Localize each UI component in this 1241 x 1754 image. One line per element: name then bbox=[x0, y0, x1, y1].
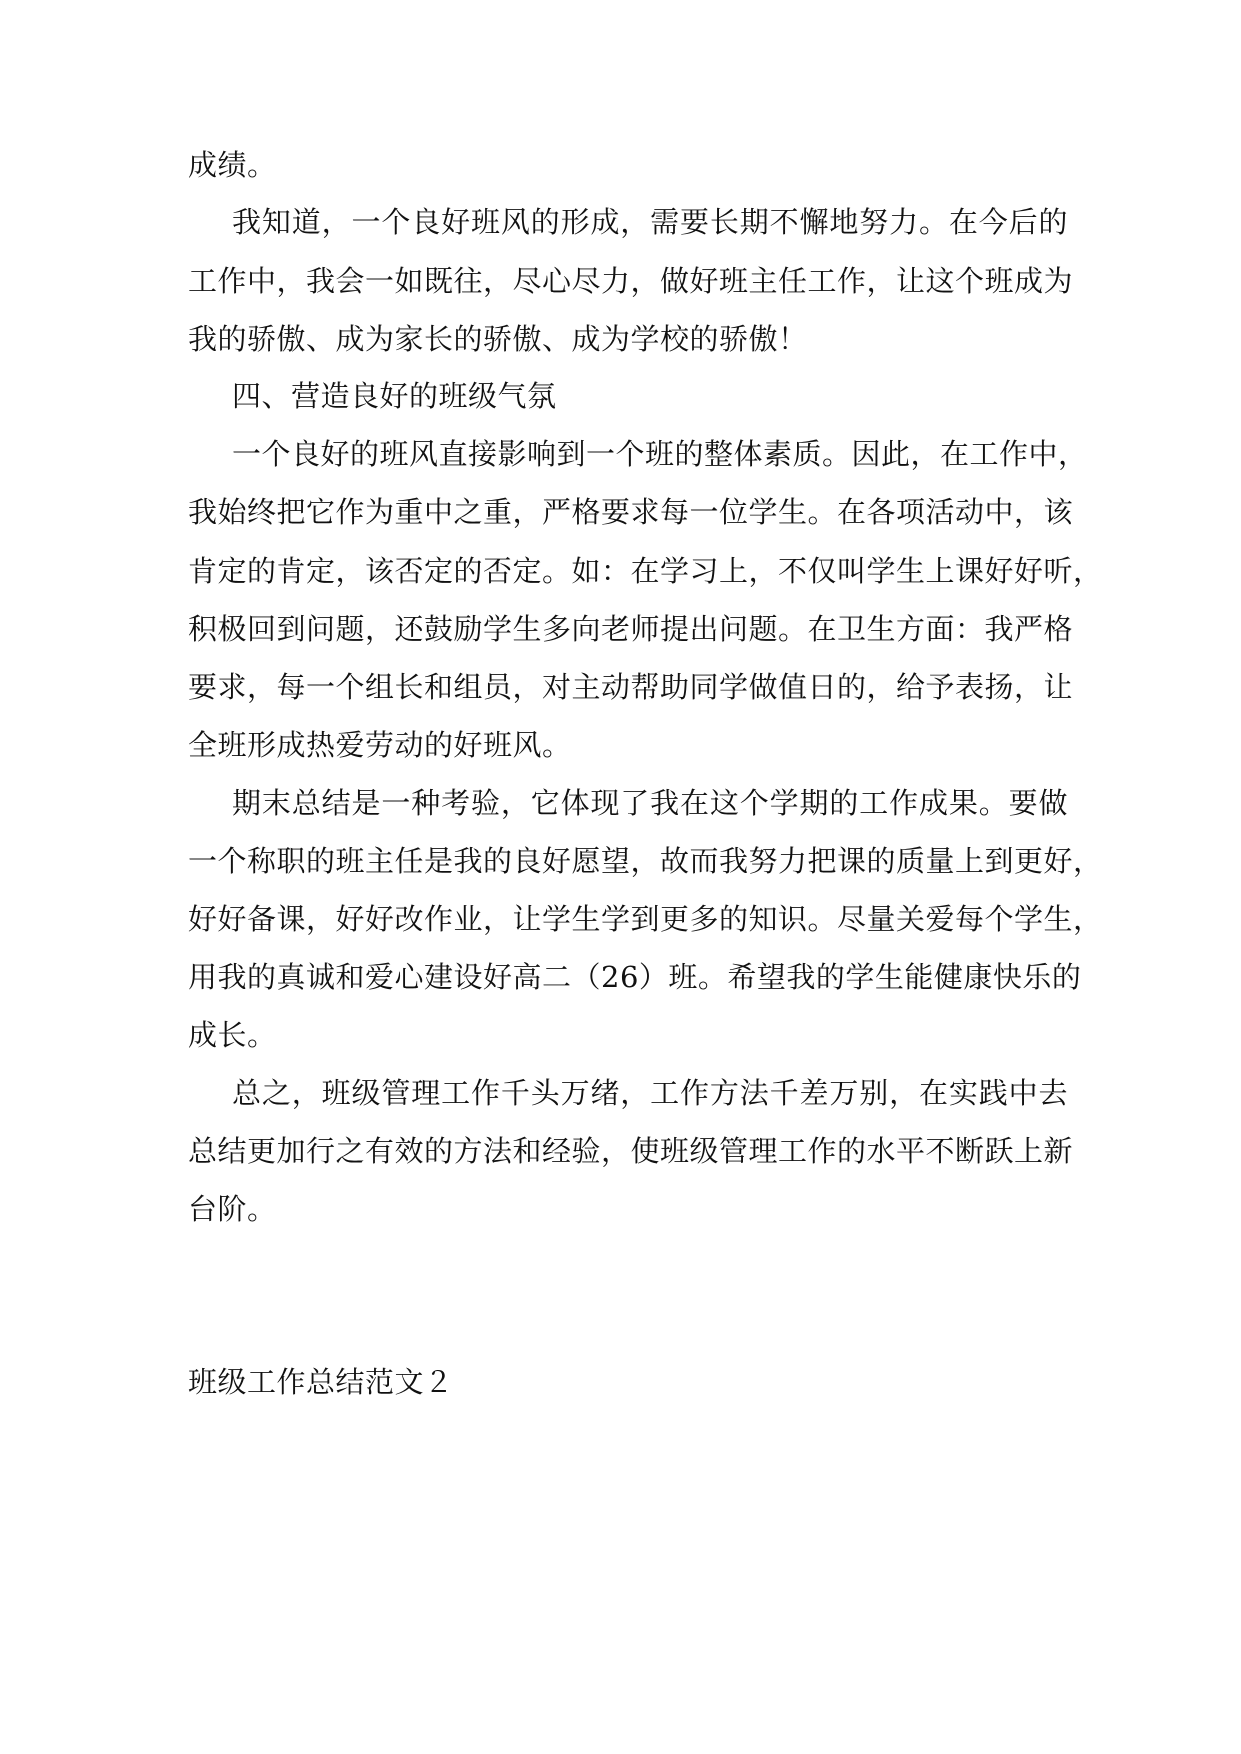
paragraph-line: 我始终把它作为重中之重，严格要求每一位学生。在各项活动中，该 bbox=[188, 495, 1074, 529]
paragraph-line: 一个称职的班主任是我的良好愿望，故而我努力把课的质量上到更好， bbox=[188, 844, 1103, 878]
paragraph-line: 用我的真诚和爱心建设好高二（26）班。希望我的学生能健康快乐的 bbox=[188, 960, 1082, 994]
paragraph-line: 台阶。 bbox=[188, 1192, 277, 1226]
paragraph-line: 期末总结是一种考验，它体现了我在这个学期的工作成果。要做 bbox=[232, 786, 1068, 820]
paragraph-line: 好好备课，好好改作业，让学生学到更多的知识。尽量关爱每个学生， bbox=[188, 902, 1103, 936]
paragraph-line: 一个良好的班风直接影响到一个班的整体素质。因此，在工作中， bbox=[232, 437, 1088, 471]
paragraph-line: 全班形成热爱劳动的好班风。 bbox=[188, 728, 572, 762]
paragraph-line: 我知道，一个良好班风的形成，需要长期不懈地努力。在今后的 bbox=[232, 205, 1068, 239]
paragraph-line: 成长。 bbox=[188, 1018, 277, 1052]
paragraph-line: 工作中，我会一如既往，尽心尽力，做好班主任工作，让这个班成为 bbox=[188, 264, 1074, 298]
paragraph-line: 总结更加行之有效的方法和经验，使班级管理工作的水平不断跃上新 bbox=[188, 1134, 1074, 1168]
paragraph-line: 要求，每一个组长和组员，对主动帮助同学做值日的，给予表扬，让 bbox=[188, 670, 1074, 704]
paragraph-line: 我的骄傲、成为家长的骄傲、成为学校的骄傲！ bbox=[188, 322, 808, 356]
paragraph-line: 肯定的肯定，该否定的否定。如：在学习上，不仅叫学生上课好好听， bbox=[188, 554, 1103, 588]
section-heading: 班级工作总结范文２ bbox=[188, 1365, 454, 1399]
paragraph-line: 成绩。 bbox=[188, 148, 277, 182]
subsection-heading: 四、营造良好的班级气氛 bbox=[232, 379, 557, 413]
paragraph-line: 总之，班级管理工作千头万绪，工作方法千差万别，在实践中去 bbox=[232, 1076, 1068, 1110]
paragraph-line: 积极回到问题，还鼓励学生多向老师提出问题。在卫生方面：我严格 bbox=[188, 612, 1074, 646]
